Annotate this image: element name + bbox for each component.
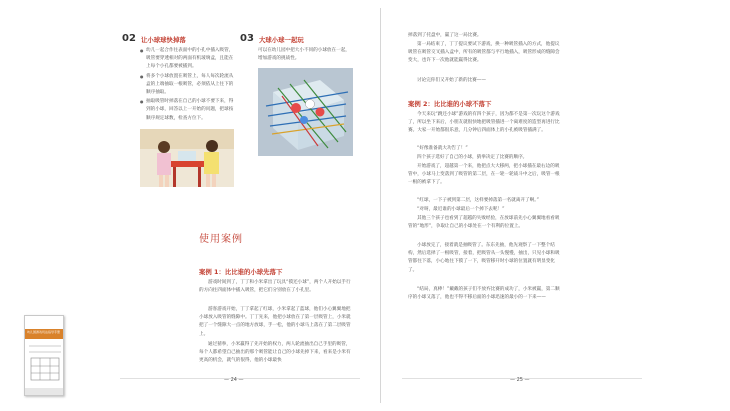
- section-03-number: 03: [240, 33, 254, 44]
- intro-paragraph: 讨论完你们又开始了新的比赛——: [417, 78, 486, 83]
- children-playing-photo: [140, 129, 234, 187]
- case-2-paragraph: 开始游戏了，超越第一个来，他把点大大移两，把小球插在最右边的吸管中，小球马上变落到了吸管的第二层，在一轮一轮战斗中之后，吸管一根一根的被拿下了。: [408, 164, 560, 186]
- case-1-paragraph: 通过猜拳，小米赢得了先开始的权力，两人轮流抽出自己手里的吸管，每个人都希望自己抽出的那个吸管能让自己的小球先掉下来，看来是小米有更高的机会，就气的很得，他的小球最快: [199, 342, 351, 364]
- book-cover-illustration: [25, 316, 64, 396]
- list-item: ● 抽取吸管时掉落在自己的小球不要下来，得到的小球，回答以上一开始的问题，把球按顺序规定球数，检查方位下。: [140, 98, 235, 123]
- intro-paragraph: 掉落到了托盘中，赢了这一局比赛。: [408, 33, 482, 38]
- section-02-bullets: [140, 47, 235, 124]
- book-cover-title: 幼儿园游戏玩法指导手册: [27, 330, 61, 334]
- intro-paragraph: 第一局结束了，丁丁提议要试下游戏，换一种吸管插入的方式，他提议吸管在吸管交叉插入盒中，所有的吸管都与平行地插入，吸管形成的缝隙会变大，也许下一次他就能赢得比赛。: [408, 42, 560, 64]
- book-cover-thumbnail: [24, 315, 64, 396]
- case-2-paragraph: “好像准备就大功告了！”: [417, 146, 468, 151]
- page-gutter: [380, 8, 381, 403]
- case-2-paragraph: 小球放完了，接着就是抽吸管了。东东先抽，他先观察了一下整个结构，然后选择了一根吸管，接着，把吸管从一头慢慢，抽出，只见小球和吸管都往下落，小心地往下摸了一下，吸管移开时小球的位置就有明显变化了。: [408, 243, 560, 273]
- list-item: ● 幼儿一起合作往表面中的小孔中插入吸管，吸管要穿透相对的两面有机玻璃盒，且能在上每个小孔都要被插到。: [140, 47, 235, 72]
- page-number-left: — 24 —: [224, 377, 244, 383]
- page-number-right: — 25 —: [510, 377, 530, 383]
- case-2-title: 案例 2：比比谁的小球不落下: [408, 100, 492, 108]
- usage-cases-heading: 使用案例: [199, 234, 243, 245]
- right-page: [382, 0, 730, 411]
- case-2-paragraph: “结局，真棒！”戴戴的孩子们不放弃比赛的成功了，小米被赢，第二顺序的小球又落了，他也不得不移后面的小球迅速的最小的一下来——: [408, 287, 560, 301]
- section-03-title: 大球小球一起玩: [259, 36, 304, 44]
- section-03-text: 可以在幼儿园中把大小不同的小球放在一起，增加游戏的挑战性。: [258, 48, 350, 62]
- case-2-paragraph: 今天来玩“跳还小球”游戏的有四个孩子，因为都不是第一次玩这个游戏了，所以坐下来后，小朋友就很快地把吸管插进一个离难度的造型再进行比赛。大家一开始都很乐意，几分钟后四面体上的小孔被吸管插满了。: [408, 112, 560, 134]
- case-1-paragraph: 游戏时间到了，丁丁和小米拿出了玩具“摸还小球”，两个人开始以手行的方向往四面体中插入吸管，把它们分别放在了小孔里。: [199, 280, 351, 294]
- straw-cube-image: [258, 68, 353, 156]
- list-item: ● 将多个小球放置在吸管上，每人每次轮流从盒的上端抽取一根吸管，必须依从上往下的顺序抽取。: [140, 73, 235, 98]
- case-1-paragraph: 游客游戏开始，丁丁拿起了红球，小米拿起了蓝球，他们小心翼翼地把小球放入吸管的缝隙中。丁丁先来，他把小球放在了第一层吸管上，小米就把了一个缝隙大一点的地方放球，手一松，他的小球马上落在了第二层吸管上。: [199, 307, 351, 337]
- section-02-title: 让小球球快掉落: [141, 36, 186, 44]
- straw-cube-photo: [258, 68, 353, 156]
- children-playing-image: [140, 129, 234, 187]
- case-1-title: 案例 1：比比谁的小球先落下: [199, 268, 283, 276]
- section-02-number: 02: [122, 33, 136, 44]
- case-2-paragraph: 其他三个孩子也看到了超越的失败经验，在放球前先小心翼翼地看看吸管的“地形”，争取让自己的小球处在一个有利的位置上。: [408, 216, 560, 230]
- case-2-paragraph: 四个孩子选好了自己的小球，猜拳决定了比赛的顺序。: [417, 155, 528, 160]
- case-2-paragraph: “对呀，最近谁的小球最后一个掉下去呢！”: [417, 207, 505, 212]
- case-2-paragraph: “红球，一下子被到第二层，这样要掉落第一名就离开了啊。”: [417, 198, 539, 203]
